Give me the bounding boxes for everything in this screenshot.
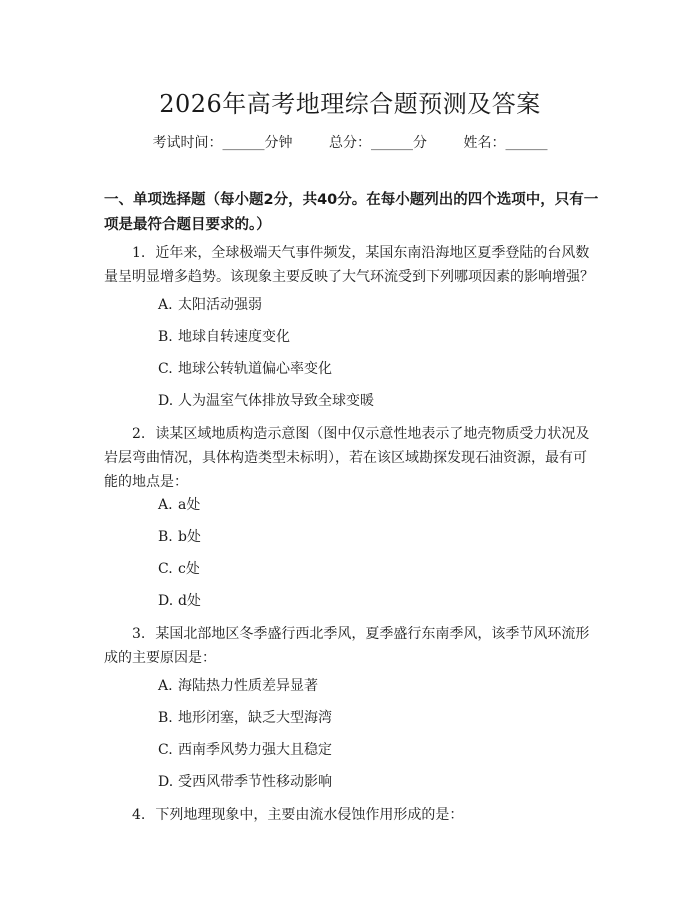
option-text: c处 xyxy=(178,561,200,577)
student-name-label: 姓名：______ xyxy=(463,135,548,151)
option-letter: B. xyxy=(158,710,173,726)
question-number: 1. xyxy=(132,245,146,261)
option-3d xyxy=(158,771,332,793)
question-number: 2. xyxy=(132,426,146,442)
option-letter: A. xyxy=(158,497,173,513)
question-text: 读某区域地质构造示意图（图中仅示意性地表示了地壳物质受力状况及岩层弯曲情况，具体构造类型未标明），若在该区域勘探发现石油资源，最有可能的地点是： xyxy=(104,426,590,490)
option-letter: D. xyxy=(158,774,174,790)
exam-time-label: 考试时间：______分钟 xyxy=(152,135,293,151)
option-letter: B. xyxy=(158,329,173,345)
option-letter: A. xyxy=(158,297,173,313)
option-2a xyxy=(158,494,200,516)
question-text: 下列地理现象中，主要由流水侵蚀作用形成的是： xyxy=(155,807,464,823)
question-number: 3. xyxy=(132,626,146,642)
option-2d xyxy=(158,590,201,612)
option-text: d处 xyxy=(178,593,201,609)
option-1d xyxy=(158,390,374,412)
question-1 xyxy=(104,241,600,289)
option-1b xyxy=(158,326,290,348)
exam-meta xyxy=(0,132,700,152)
option-text: b处 xyxy=(178,529,201,545)
option-3c xyxy=(158,739,332,761)
option-letter: C. xyxy=(158,742,173,758)
page-title: 2026年高考地理综合题预测及答案 xyxy=(159,90,541,118)
total-score-label: 总分：______分 xyxy=(329,135,427,151)
question-text: 某国北部地区冬季盛行西北季风，夏季盛行东南季风，该季节风环流形成的主要原因是： xyxy=(104,626,590,666)
option-3a xyxy=(158,675,318,697)
option-letter: C. xyxy=(158,361,173,377)
option-text: a处 xyxy=(178,497,201,513)
option-text: 受西风带季节性移动影响 xyxy=(178,774,332,790)
option-text: 地形闭塞，缺乏大型海湾 xyxy=(178,710,332,726)
option-3b xyxy=(158,707,332,729)
option-text: 人为温室气体排放导致全球变暖 xyxy=(178,393,374,409)
question-3 xyxy=(104,622,600,670)
option-2b xyxy=(158,526,201,548)
option-text: 西南季风势力强大且稳定 xyxy=(178,742,332,758)
option-2c xyxy=(158,558,200,580)
question-text: 近年来，全球极端天气事件频发，某国东南沿海地区夏季登陆的台风数量呈明显增多趋势。该现象主要反映了大气环流受到下列哪项因素的影响增强？ xyxy=(104,245,594,285)
question-number: 4. xyxy=(132,807,146,823)
option-text: 地球自转速度变化 xyxy=(178,329,290,345)
option-1a xyxy=(158,294,262,316)
option-text: 海陆热力性质差异显著 xyxy=(178,678,318,694)
option-letter: C. xyxy=(158,561,173,577)
option-text: 太阳活动强弱 xyxy=(178,297,262,313)
option-text: 地球公转轨道偏心率变化 xyxy=(178,361,332,377)
option-letter: B. xyxy=(158,529,173,545)
option-1c xyxy=(158,358,332,380)
question-4 xyxy=(104,803,600,827)
question-2 xyxy=(104,422,600,494)
option-letter: D. xyxy=(158,593,174,609)
option-letter: D. xyxy=(158,393,174,409)
option-letter: A. xyxy=(158,678,173,694)
section-heading: 一、单项选择题（每小题2分，共40分。在每小题列出的四个选项中，只有一项是最符合题目要求的。） xyxy=(104,192,599,233)
